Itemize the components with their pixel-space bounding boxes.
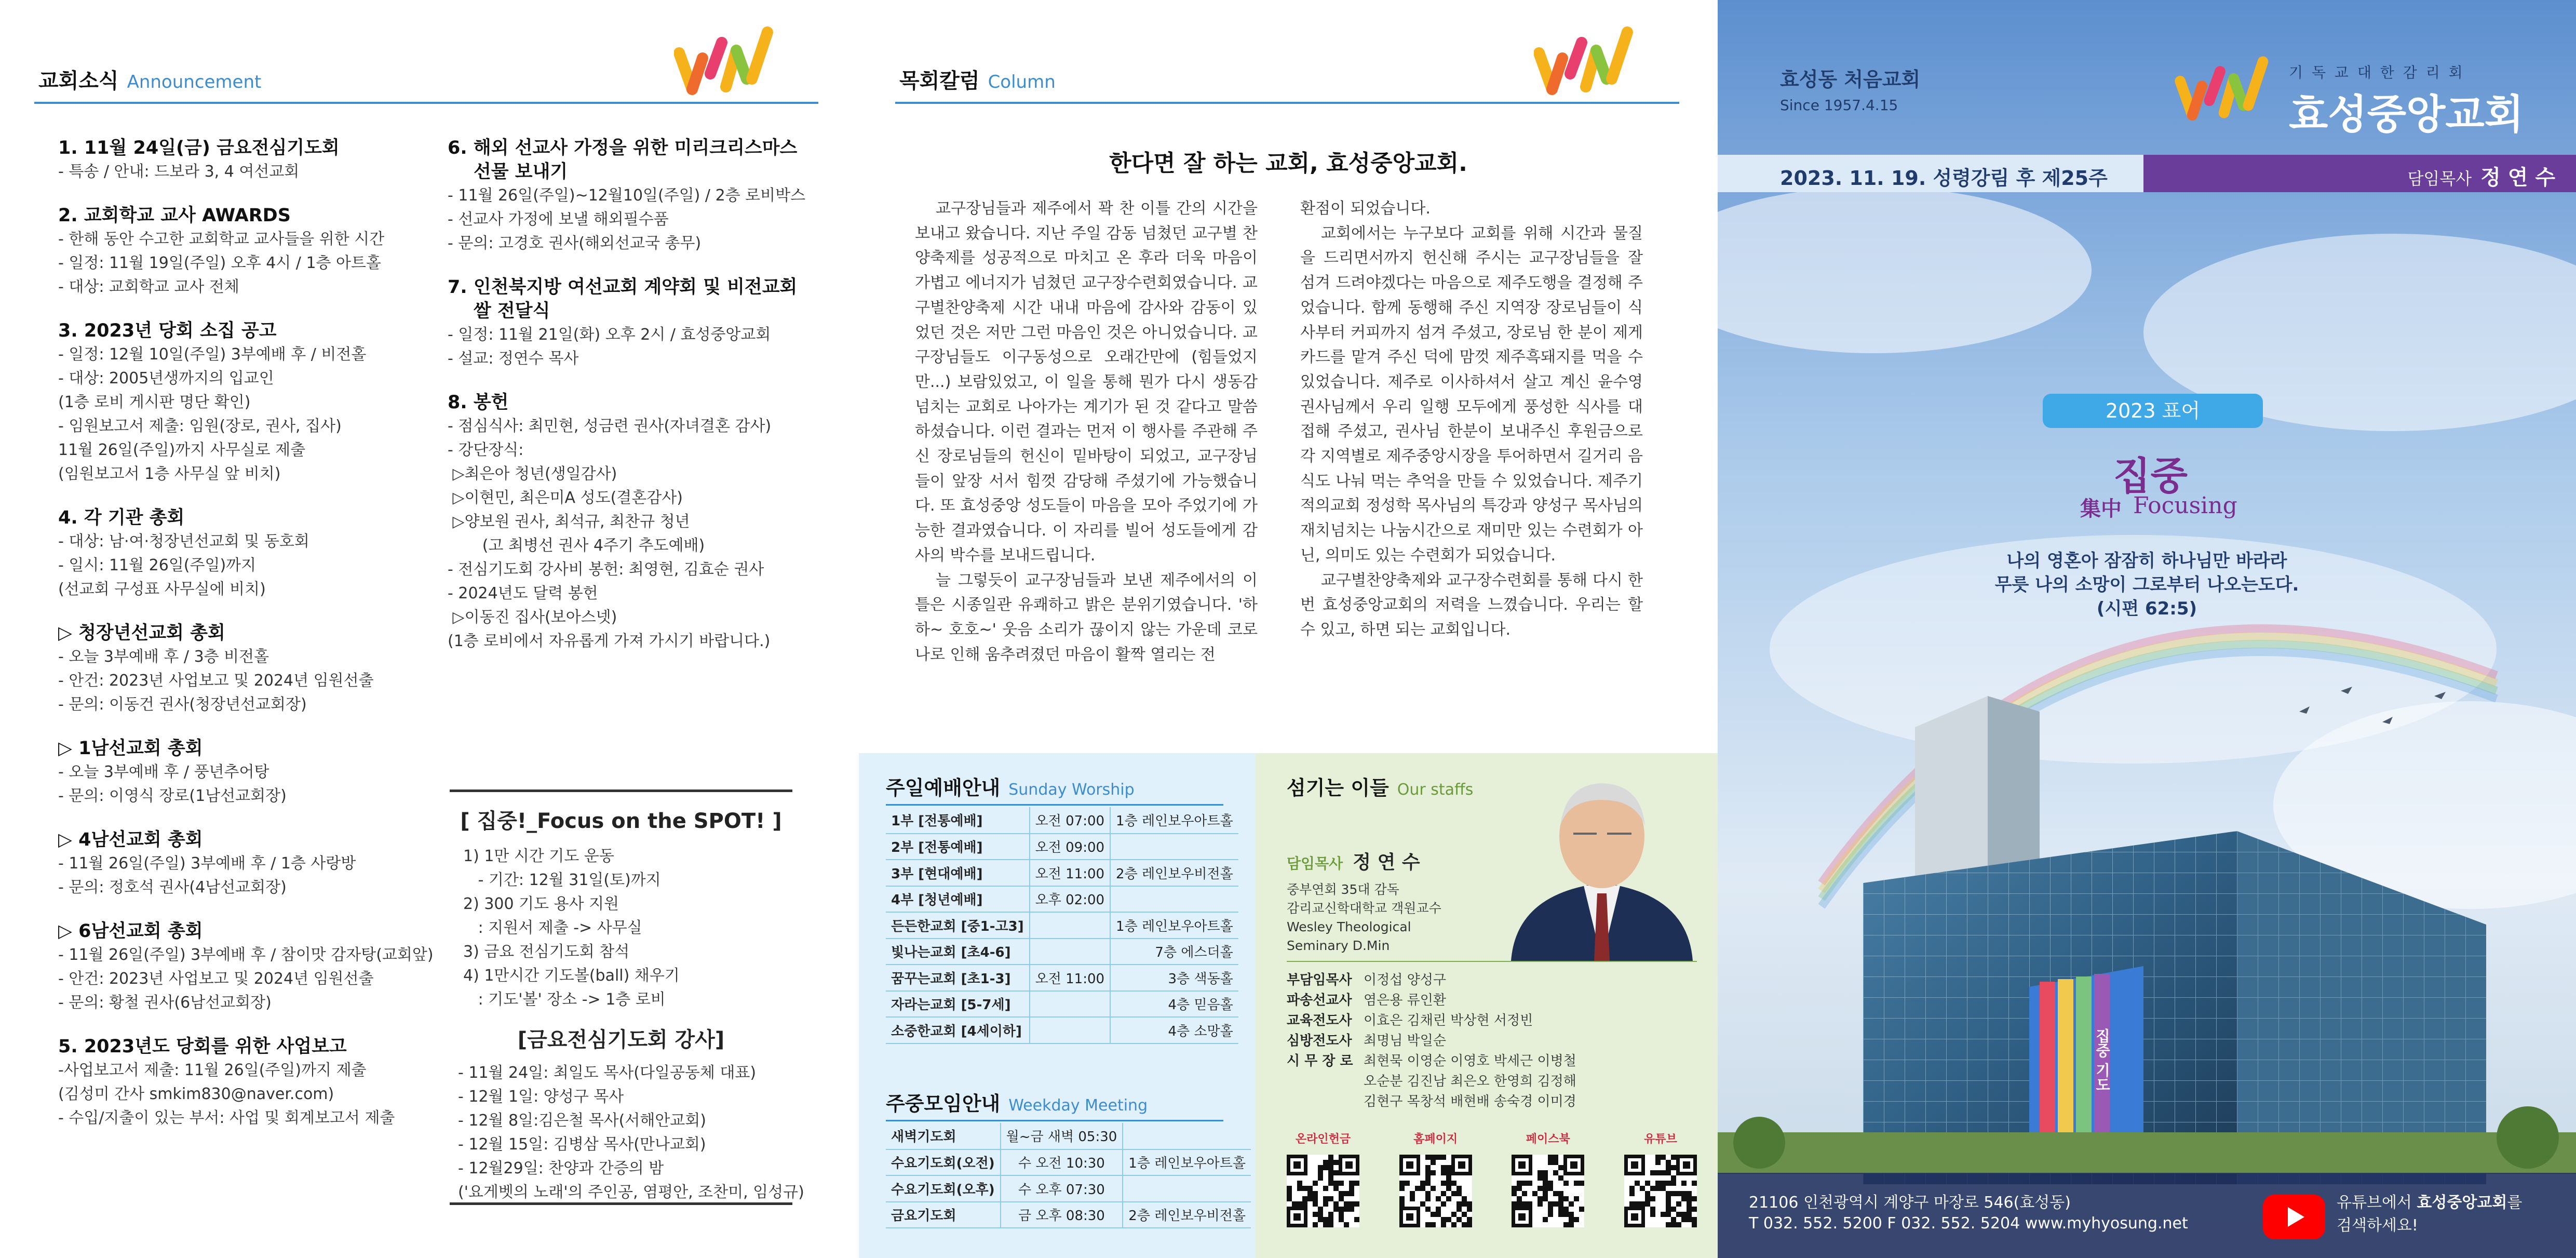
column-paragraph: 교구별찬양축제와 교구장수련회를 통해 다시 한번 효성중앙교회의 저력을 느꼈습니다. 우리는 할 수 있고, 하면 되는 교회입니다. — [1300, 571, 1643, 639]
qr-row — [1287, 1130, 1697, 1227]
announcement-line: ▷이현민, 최은미A 성도(결혼감사) — [448, 489, 683, 507]
announcement-heading: 4. 각 기관 총회 — [58, 507, 185, 528]
announcement-item — [58, 319, 432, 486]
announcement-item — [58, 204, 432, 299]
announcement-item — [448, 391, 811, 653]
focus-title: [ 집중!_Focus on the SPOT! ] — [460, 809, 782, 833]
verse-2: 무릇 나의 소망이 그로부터 나오는도다. — [1994, 574, 2299, 595]
schedule-row — [886, 834, 1238, 860]
announcement-line: - 전심기도회 강사비 봉헌: 최영현, 김효순 권사 — [448, 560, 764, 579]
service-name: 1부 [전통예배] — [886, 807, 1030, 834]
service-name: 금요기도회 — [886, 1202, 1001, 1228]
announcement-line: - 점심식사: 최민현, 성금련 권사(자녀결혼 감사) — [448, 417, 772, 435]
speaker-line: ('요게벳의 노래'의 주인공, 염평안, 조찬미, 임성규) — [458, 1183, 804, 1201]
focus-box — [450, 789, 804, 1205]
cover-footer — [1718, 1173, 2576, 1258]
staff-row — [1287, 991, 1697, 1011]
service-name: 4부 [청년예배] — [886, 886, 1030, 913]
announcement-line: (1층 로비에서 자유롭게 가져 가시기 바랍니다.) — [448, 632, 771, 650]
service-time — [1030, 939, 1110, 965]
service-name: 수요기도회(오후) — [886, 1175, 1001, 1202]
staff-row — [1287, 970, 1697, 991]
service-name: 꿈꾸는교회 [초1-3] — [886, 965, 1030, 991]
announcement-item — [58, 1035, 432, 1130]
announcement-line: - 대상: 2005년생까지의 입교인 — [58, 369, 274, 387]
staff-names: 오순분 김진남 최은오 한영희 김정해 — [1364, 1074, 1576, 1089]
pastor-photo — [1495, 764, 1708, 961]
staff-role — [1287, 1072, 1364, 1092]
service-place: 2층 레인보우비전홀 — [1123, 1202, 1251, 1228]
announcement-line: - 11월 26일(주일)~12월10일(주일) / 2층 로비박스 — [448, 186, 806, 205]
address-2: T 032. 552. 5200 F 032. 552. 5204 www.myhyosung.net — [1749, 1214, 2188, 1233]
service-time: 오전 11:00 — [1030, 965, 1110, 991]
service-place — [1123, 1123, 1251, 1149]
announcement-line: - 대상: 교회학교 교사 전체 — [58, 278, 239, 296]
schedule-row — [886, 860, 1238, 886]
worship-title: 주일예배안내 Sunday Worship — [886, 777, 1135, 799]
staff-row — [1287, 1031, 1697, 1051]
announcement-panel — [0, 0, 859, 1258]
address-1: 21106 인천광역시 계양구 마장로 546(효성동) — [1749, 1194, 2071, 1212]
service-time — [1030, 991, 1110, 1018]
announcement-heading: 3. 2023년 당회 소집 공고 — [58, 320, 277, 341]
service-place: 7층 에스더홀 — [1110, 939, 1238, 965]
column-paragraph: 교구장님들과 제주에서 꽉 찬 이틀 간의 시간을 보내고 왔습니다. 지난 주일 감동 넘쳤던 교구별 찬양축제를 성공적으로 마치고 온 후라 더욱 마음이 가볍고 에너지가 넘쳤던 교구장수련회였습니다. 교구별찬양축제 시간 내내 마음에 감사와 감동이 있었던 것은 저만 그런 마음인 것은 아니었습니다. 교구장님들도 이구동성으로 오래간만에 (힘들었지만...) 보람있었고, 이 일을 통해 뭔가 다시 생동감 넘치는 교회로 나아가는 계기가 된 것 같다고 말씀하셨습니다. 이런 결과는 먼저 이 행사를 주관해 주신 장로님들의 헌신이 밑바탕이 되었고, 교구장님들이 앞장 서서 힘껏 감당해 주셨기에 가능했습니다. 또 효성중앙 성도들이 마음을 모아 주었기에 가능한 결과였습니다. 이 자리를 빌어 성도들에게 감사의 박수를 보내드립니다. — [915, 199, 1258, 565]
announcement-line: (임원보고서 1층 사무실 앞 비치) — [58, 465, 281, 483]
pastor-bio-line: Seminary D.Min — [1287, 938, 1390, 953]
qr-cell — [1399, 1130, 1472, 1227]
speaker-line: - 11월 24일: 최일도 목사(다일공동체 대표) — [458, 1064, 757, 1082]
announcement-line: - 특송 / 안내: 드보라 3, 4 여선교회 — [58, 163, 300, 181]
service-place: 1층 레인보우아트홀 — [1110, 807, 1238, 834]
service-time: 수 오후 07:30 — [1001, 1175, 1123, 1202]
column-text-right — [1300, 196, 1643, 643]
staff-names: 김현구 목창석 배현배 송숙경 이미경 — [1364, 1094, 1576, 1109]
youtube-icon — [2263, 1195, 2325, 1239]
service-time — [1030, 912, 1110, 939]
staff-role: 심방전도사 — [1287, 1033, 1352, 1049]
service-place — [1110, 886, 1238, 913]
cover-church-name: 효성중앙교회 — [2289, 91, 2524, 138]
focus-line: - 기간: 12월 31일(토)까지 — [463, 871, 661, 889]
staff-row — [1287, 1051, 1697, 1072]
motto-main: 집중 — [2113, 454, 2188, 499]
announcement-line: - 오늘 3부예배 후 / 풍년추어탕 — [58, 763, 269, 781]
announcement-line: ▷양보원 권사, 최석규, 최찬규 청년 — [448, 513, 690, 531]
staff-names: 이효은 김채린 박상현 서정빈 — [1364, 1013, 1533, 1028]
column-title: 목회칼럼 Column — [899, 69, 1056, 93]
pastor-bio-line: 중부연회 35대 감독 — [1287, 882, 1399, 897]
service-name: 자라는교회 [5-7세] — [886, 991, 1030, 1018]
announcement-line: - 11월 26일(주일) 3부예배 후 / 참이맛 감자탕(교회앞) — [58, 946, 434, 964]
pastor-bar — [2143, 155, 2576, 192]
column-rule — [895, 102, 1679, 104]
announcement-heading: ▷ 4남선교회 총회 — [58, 829, 203, 850]
staff-pastor: 담임목사 정 연 수 — [1287, 852, 1420, 873]
staff-role — [1287, 1092, 1364, 1112]
qr-code-icon[interactable] — [1512, 1155, 1584, 1227]
building-banner: 집중 기도 — [2094, 1028, 2111, 1092]
service-time — [1030, 1017, 1110, 1043]
announcement-line: - 문의: 황철 권사(6남선교회장) — [58, 994, 272, 1012]
announcement-line: - 설교: 정연수 목사 — [448, 350, 579, 368]
announcement-line: - 임원보고서 제출: 임원(장로, 권사, 집사) — [58, 417, 342, 435]
service-time: 오후 02:00 — [1030, 886, 1110, 913]
announcement-line: - 11월 26일(주일) 3부예배 후 / 1층 사랑방 — [58, 854, 356, 873]
service-name: 수요기도회(오전) — [886, 1149, 1001, 1176]
announcement-line: 11월 26일(주일)까지 사무실로 제출 — [58, 441, 306, 459]
announcement-line: (1층 로비 게시판 명단 확인) — [58, 393, 251, 411]
schedule-row — [886, 1123, 1251, 1149]
service-name: 2부 [전통예배] — [886, 834, 1030, 860]
announcement-item — [58, 828, 432, 900]
announcement-heading: 6. 해외 선교사 가정을 위한 미리크리스마스 — [448, 138, 798, 158]
staff-names: 염은용 류인환 — [1364, 993, 1446, 1008]
announcement-line: ▷이동진 집사(보아스넷) — [448, 608, 617, 626]
service-time: 금 오후 08:30 — [1001, 1202, 1123, 1228]
announcement-line: - 2024년도 달력 봉헌 — [448, 584, 598, 603]
speaker-line: - 12월 15일: 김병삼 목사(만나교회) — [458, 1135, 706, 1154]
service-place — [1110, 834, 1238, 860]
schedule-row — [886, 1175, 1251, 1202]
cover-church-small: 효성동 처음교회 — [1780, 68, 1921, 91]
service-name: 3부 [현대예배] — [886, 860, 1030, 886]
staff-row — [1287, 1072, 1697, 1092]
announcement-left-column — [58, 136, 432, 1150]
announcement-line: - 일정: 12월 10일(주일) 3부예배 후 / 비전홀 — [58, 345, 367, 364]
weekday-table — [886, 1123, 1251, 1228]
staff-row — [1287, 1011, 1697, 1031]
announcement-line: -사업보고서 제출: 11월 26일(주일)까지 제출 — [58, 1061, 367, 1079]
speaker-line: - 12월29일: 찬양과 간증의 밤 — [458, 1159, 664, 1177]
announcement-line: - 문의: 정호석 권사(4남선교회장) — [58, 878, 287, 896]
focus-line: 1) 1만 시간 기도 운동 — [463, 847, 614, 865]
announcement-right-column — [448, 136, 811, 673]
speaker-lines — [458, 1061, 804, 1205]
announcement-line: (김성미 간사 smkim830@naver.com) — [58, 1085, 334, 1103]
focus-lines — [458, 845, 784, 1012]
church-logo-icon — [1534, 22, 1638, 105]
service-name: 새벽기도회 — [886, 1123, 1001, 1149]
staff-title: 섬기는 이들 Our staffs — [1287, 777, 1474, 799]
announcement-item — [448, 275, 811, 371]
schedule-row — [886, 991, 1238, 1018]
worship-section — [859, 753, 1256, 1258]
schedule-row — [886, 939, 1238, 965]
announcement-line: - 수입/지출이 있는 부서: 사업 및 회계보고서 제출 — [58, 1109, 395, 1127]
announcement-line: - 문의: 이영식 장로(1남선교회장) — [58, 787, 287, 805]
staff-row — [1287, 1092, 1697, 1112]
service-time: 수 오전 10:30 — [1001, 1149, 1123, 1176]
announcement-heading: ▷ 청장년선교회 총회 — [58, 623, 225, 644]
schedule-row — [886, 807, 1238, 834]
service-place: 1층 레인보우아트홀 — [1110, 912, 1238, 939]
announcement-heading: 1. 11월 24일(금) 금요전심기도회 — [58, 138, 340, 158]
service-place: 3층 색동홀 — [1110, 965, 1238, 991]
youtube-text: 유튜브에서 효성중앙교회를 검색하세요! — [2337, 1194, 2523, 1235]
motto-hanja: 集中 — [2080, 497, 2122, 521]
announcement-heading: 8. 봉헌 — [448, 392, 509, 413]
column-paragraph: 환점이 되었습니다. — [1300, 199, 1431, 218]
qr-label: 홈페이지 — [1413, 1133, 1458, 1146]
cover-pastor-name: 정 연 수 — [2480, 166, 2555, 190]
qr-code-icon[interactable] — [1624, 1155, 1697, 1227]
announcement-line: - 오늘 3부예배 후 / 3층 비전홀 — [58, 648, 269, 666]
announcement-heading: ▷ 1남선교회 총회 — [58, 738, 203, 759]
weekday-title: 주중모임안내 Weekday Meeting — [886, 1092, 1148, 1115]
focus-line: : 지원서 제출 -> 사무실 — [463, 919, 642, 937]
announcement-line: ▷최은아 청년(생일감사) — [448, 465, 617, 483]
staff-role: 교육전도사 — [1287, 1013, 1352, 1028]
staff-list — [1287, 970, 1697, 1112]
announcement-heading-cont: 쌀 전달식 — [474, 301, 550, 322]
service-time: 오전 11:00 — [1030, 860, 1110, 886]
speaker-line: - 12월 8일:김은철 목사(서해안교회) — [458, 1112, 706, 1130]
service-place: 4층 소망홀 — [1110, 1017, 1238, 1043]
verse-1: 나의 영혼아 잠잠히 하나님만 바라라 — [2006, 551, 2287, 571]
motto-badge: 2023 표어 — [2043, 394, 2263, 428]
date-bar — [1718, 155, 2143, 192]
staff-names: 최명님 박일순 — [1364, 1033, 1446, 1049]
qr-cell — [1287, 1130, 1359, 1227]
staff-names: 이정섭 양성구 — [1364, 972, 1446, 988]
schedule-row — [886, 912, 1238, 939]
announcement-line: - 선교사 가정에 보낼 해외필수품 — [448, 210, 669, 229]
focus-line: 3) 금요 전심기도회 참석 — [463, 943, 630, 961]
qr-label: 온라인헌금 — [1295, 1133, 1351, 1146]
announcement-item — [58, 621, 432, 717]
staff-bio — [1287, 880, 1441, 955]
staff-section — [1256, 753, 1718, 1258]
cover-since: Since 1957.4.15 — [1780, 97, 1898, 114]
schedule-row — [886, 886, 1238, 913]
schedule-row — [886, 1017, 1238, 1043]
announcement-line: - 대상: 남·여·청장년선교회 및 동호회 — [58, 532, 309, 551]
verse-ref: (시편 62:5) — [2096, 598, 2197, 619]
announcement-line: (고 최병선 권사 4주기 추도예배) — [448, 537, 705, 555]
qr-label: 페이스북 — [1526, 1133, 1570, 1146]
schedule-row — [886, 965, 1238, 991]
column-panel — [859, 0, 1718, 753]
column-text-left — [915, 196, 1258, 667]
announcement-item — [448, 136, 811, 256]
service-place — [1123, 1175, 1251, 1202]
announcement-line: - 문의: 이동건 권사(청장년선교회장) — [58, 695, 307, 714]
qr-label: 유튜브 — [1644, 1133, 1677, 1146]
announcement-item — [58, 506, 432, 601]
announcement-heading: 5. 2023년도 당회를 위한 사업보고 — [58, 1036, 347, 1057]
focus-line: 4) 1만시간 기도볼(ball) 채우기 — [463, 967, 680, 985]
qr-cell — [1624, 1130, 1697, 1227]
speakers-title: [금요전심기도회 강사] — [517, 1028, 725, 1052]
speaker-line: - 12월 1일: 양성구 목사 — [458, 1088, 624, 1106]
column-heading: 한다면 잘 하는 교회, 효성중앙교회. — [1109, 150, 1467, 177]
announcement-line: - 안건: 2023년 사업보고 및 2024년 임원선출 — [58, 970, 374, 988]
qr-code-icon[interactable] — [1287, 1155, 1359, 1227]
qr-cell — [1512, 1130, 1584, 1227]
column-paragraph: 교회에서는 누구보다 교회를 위해 시간과 물질을 드리면서까지 헌신해 주시는 교구장님들을 잘 섬겨 드려야겠다는 마음으로 제주도행을 결정해 주었습니다. 함께 동행해 주신 지역장 장로님들이 식사부터 커피까지 섬겨 주셨고, 장로님 한 분이 제게 카드를 맡겨 주신 덕에 맘껏 제주흑돼지를 먹을 수 있었습니다. 제주로 이사하셔서 살고 계신 윤수영 권사님께서 우리 일행 모두에게 풍성한 식사를 대접해 주셨고, 권사님 한분이 보내주신 후원금으로 각 지역별로 제주중앙시장을 투어하면서 길거리 음식도 나눠 먹는 추억을 만들 수 있었습니다. 제주기적의교회 정성학 목사님의 특강과 양성구 목사님의 재치넘치는 나눔시간으로 재미만 있는 수련회가 아닌, 의미도 있는 수련회가 되었습니다. — [1300, 224, 1643, 565]
column-paragraph: 늘 그렇듯이 교구장님들과 보낸 제주에서의 이틀은 시종일관 유쾌하고 밝은 분위기였습니다. '하하~ 호호~' 웃음 소리가 끊이지 않는 가운데 코로나로 인해 움추려졌던 마음이 활짝 열리는 전 — [915, 571, 1258, 664]
staff-role: 파송선교사 — [1287, 993, 1352, 1008]
announcement-line: - 일시: 11월 26일(주일)까지 — [58, 556, 257, 574]
service-name: 든든한교회 [중1-고3] — [886, 912, 1030, 939]
announcement-line: - 문의: 고경호 권사(해외선교국 총무) — [448, 234, 702, 252]
announcement-item — [58, 919, 432, 1015]
announcement-line: - 한해 동안 수고한 교회학교 교사들을 위한 시간 — [58, 230, 385, 248]
announcement-heading: ▷ 6남선교회 총회 — [58, 921, 203, 942]
church-logo-icon — [674, 22, 778, 105]
service-place: 4층 믿음홀 — [1110, 991, 1238, 1018]
cover-date: 2023. 11. 19. 성령강림 후 제25주 — [1780, 167, 2108, 190]
announcement-line: - 일정: 11월 19일(주일) 오후 4시 / 1층 아트홀 — [58, 254, 381, 272]
announcement-line: - 일정: 11월 21일(화) 오후 2시 / 효성중앙교회 — [448, 326, 771, 344]
announcement-title: 교회소식 Announcement — [38, 69, 262, 93]
worship-table — [886, 807, 1238, 1044]
cover-panel — [1718, 0, 2576, 1258]
service-name: 빛나는교회 [초4-6] — [886, 939, 1030, 965]
qr-code-icon[interactable] — [1399, 1155, 1472, 1227]
service-time: 오전 09:00 — [1030, 834, 1110, 860]
announcement-line: - 안건: 2023년 사업보고 및 2024년 임원선출 — [58, 672, 374, 690]
announcement-line: - 강단장식: — [448, 441, 524, 459]
pastor-bio-line: Wesley Theological — [1287, 919, 1411, 934]
announcement-item — [58, 136, 432, 184]
announcement-rule — [34, 102, 818, 104]
service-place: 2층 레인보우비전홀 — [1110, 860, 1238, 886]
announcement-line: (선교회 구성표 사무실에 비치) — [58, 580, 266, 598]
service-name: 소중한교회 [4세이하] — [886, 1017, 1030, 1043]
focus-line: 2) 300 기도 용사 지원 — [463, 895, 619, 913]
service-time: 월~금 새벽 05:30 — [1001, 1123, 1123, 1149]
schedule-row — [886, 1149, 1251, 1176]
pastor-bio-line: 감리교신학대학교 객원교수 — [1287, 901, 1441, 916]
schedule-row — [886, 1202, 1251, 1228]
cover-pastor-label: 담임목사 — [2407, 169, 2472, 189]
cover-denomination: 기 독 교 대 한 감 리 회 — [2289, 64, 2465, 81]
focus-line: : 기도'볼' 장소 -> 1층 로비 — [463, 991, 666, 1009]
motto-en: Focusing — [2133, 492, 2237, 519]
service-time: 오전 07:00 — [1030, 807, 1110, 834]
staff-role: 부담임목사 — [1287, 972, 1352, 988]
announcement-item — [58, 737, 432, 808]
announcement-heading-cont: 선물 보내기 — [474, 162, 568, 182]
staff-names: 최현묵 이영순 이영호 박세근 이병철 — [1364, 1053, 1576, 1069]
church-logo-icon — [2175, 52, 2273, 130]
staff-role: 시 무 장 로 — [1287, 1053, 1353, 1069]
announcement-heading: 7. 인천북지방 여선교회 계약회 및 비전교회 — [448, 277, 798, 298]
announcement-heading: 2. 교회학교 교사 AWARDS — [58, 205, 291, 226]
service-place: 1층 레인보우아트홀 — [1123, 1149, 1251, 1176]
